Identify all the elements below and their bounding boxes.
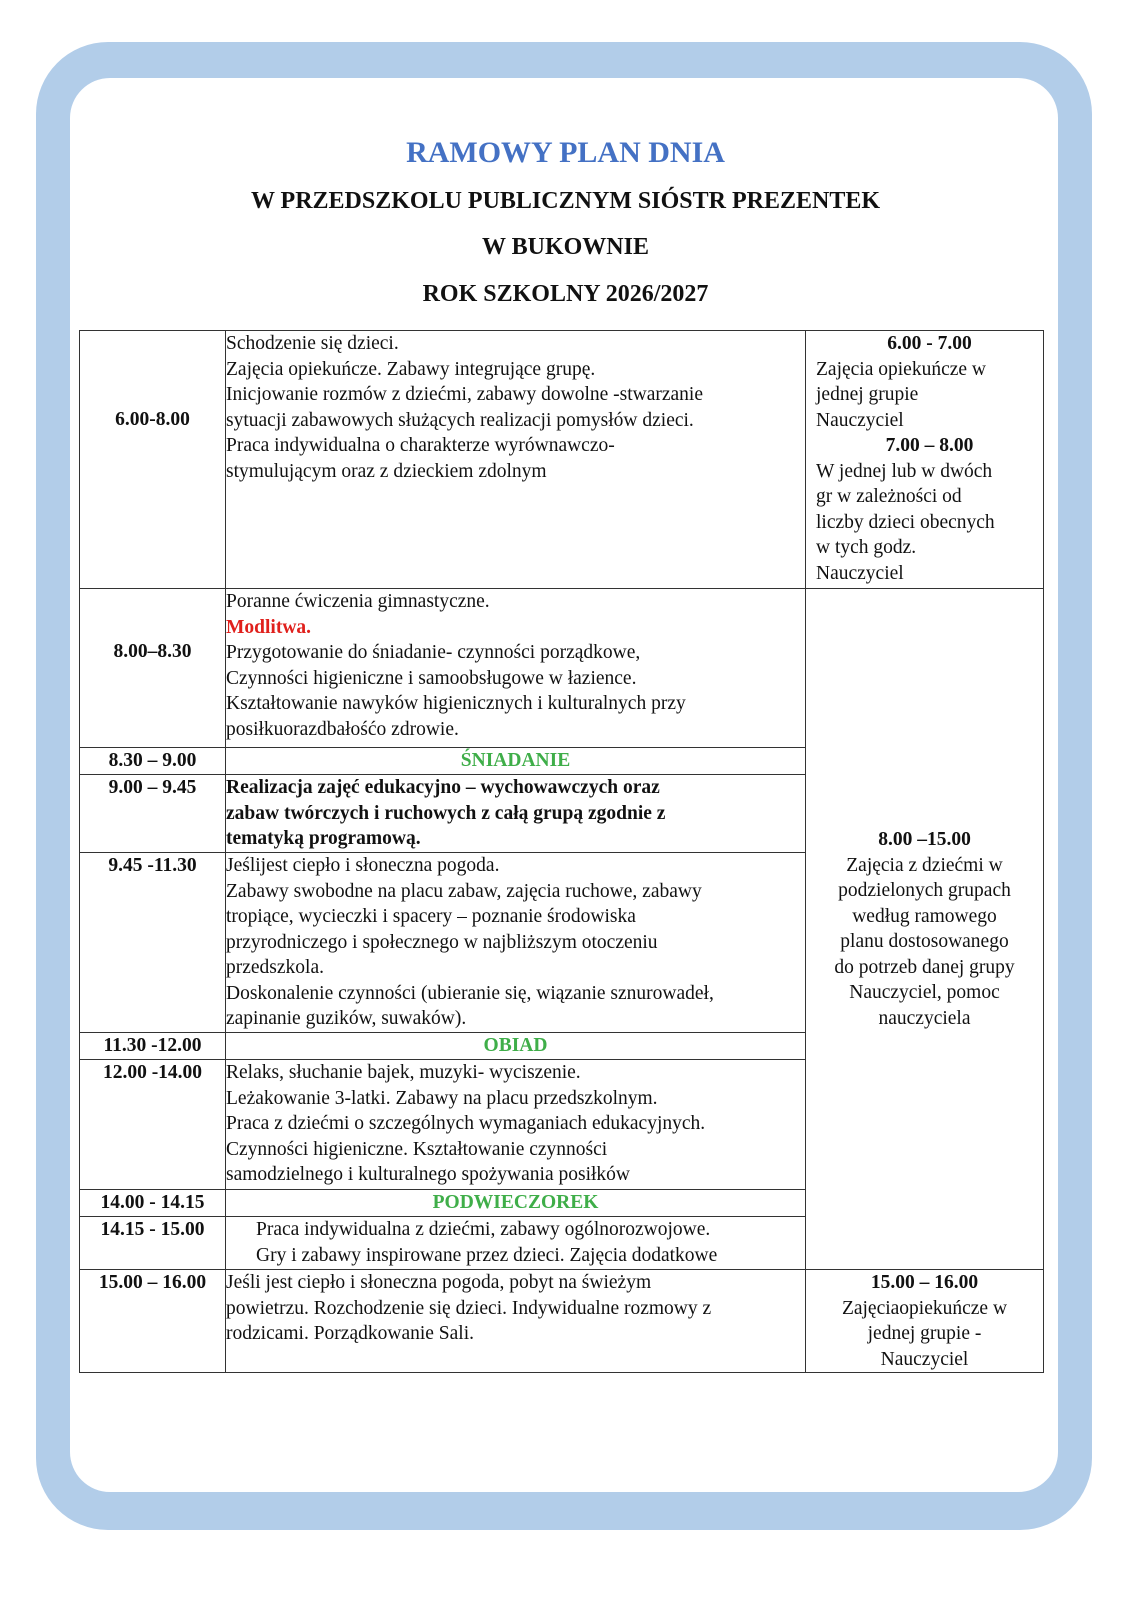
row-time: 14.00 - 14.15 — [80, 1190, 226, 1217]
staff-line: Nauczyciel — [816, 409, 904, 431]
staff-line: Nauczyciel — [816, 562, 904, 584]
row-activity — [226, 853, 806, 1033]
activity-line: przedszkola. — [226, 957, 324, 978]
row-staff-shared — [806, 589, 1044, 1270]
subtitle-town: W BUKOWNIE — [482, 234, 649, 260]
staff-line: do potrzeb danej grupy — [834, 956, 1015, 978]
row-activity — [226, 331, 806, 589]
activity-line: zabaw twórczych i ruchowych z całą grupą zgodnie z — [226, 802, 666, 824]
staff-time: 6.00 - 7.00 — [887, 333, 972, 354]
staff-line: Zajęcia opiekuńcze w — [816, 358, 986, 380]
row-activity — [226, 1060, 806, 1190]
subtitle-year: ROK SZKOLNY 2026/2027 — [422, 281, 709, 307]
activity-line: zapinanie guzików, suwaków). — [226, 1008, 467, 1029]
meal-label: OBIAD — [226, 1033, 806, 1060]
activity-line: stymulującym oraz z dzieckiem zdolnym — [226, 460, 547, 482]
staff-line: Zajęcia z dziećmi w — [846, 854, 1003, 876]
row-time: 9.00 – 9.45 — [80, 775, 226, 853]
row-staff — [806, 1270, 1044, 1373]
staff-line: Nauczyciel — [880, 1348, 969, 1370]
activity-line: tropiące, wycieczki i spacery – poznanie środowiska — [226, 906, 636, 927]
activity-line: Poranne ćwiczenia gimnastyczne. — [226, 591, 490, 612]
activity-line: Relaks, słuchanie bajek, muzyki- wyciszenie. — [226, 1062, 581, 1083]
row-time: 11.30 -12.00 — [80, 1033, 226, 1060]
staff-line: podzielonych grupach — [838, 880, 1011, 901]
row-activity — [226, 775, 806, 853]
activity-line: Zajęcia opiekuńcze. Zabawy integrujące grupę. — [226, 358, 596, 380]
staff-line: w tych godz. — [816, 537, 917, 558]
activity-line: Kształtowanie nawyków higienicznych i kulturalnych przy — [226, 693, 686, 714]
staff-line: według ramowego — [852, 905, 997, 927]
staff-line: jednej grupie - — [867, 1323, 982, 1344]
activity-line: przyrodniczego i społecznego w najbliższym otoczeniu — [226, 931, 658, 953]
staff-line: gr w zależności od — [816, 486, 962, 507]
activity-line: samodzielnego i kulturalnego spożywania posiłków — [226, 1164, 630, 1185]
schedule-row — [80, 589, 1044, 748]
activity-line: posiłkuorazdbałośćo zdrowie. — [226, 718, 459, 740]
document-title: RAMOWY PLAN DNIA — [406, 136, 725, 169]
staff-line: W jednej lub w dwóch — [816, 460, 993, 482]
activity-line: sytuacji zabawowych służących realizacji pomysłów dzieci. — [226, 409, 694, 431]
staff-time: 8.00 –15.00 — [878, 829, 971, 850]
row-time: 8.30 – 9.00 — [80, 748, 226, 775]
activity-line: Zabawy swobodne na placu zabaw, zajęcia ruchowe, zabawy — [226, 880, 702, 902]
staff-time: 7.00 – 8.00 — [885, 435, 974, 456]
staff-line: liczby dzieci obecnych — [816, 511, 995, 533]
row-time: 12.00 -14.00 — [80, 1060, 226, 1190]
activity-line: Realizacja zajęć edukacyjno – wychowawczych oraz — [226, 777, 660, 798]
activity-line: powietrzu. Rozchodzenie się dzieci. Indywidualne rozmowy z — [226, 1297, 712, 1319]
staff-line: Zajęciaopiekuńcze w — [841, 1297, 1008, 1319]
activity-line: Schodzenie się dzieci. — [226, 333, 399, 354]
row-activity — [226, 1217, 806, 1270]
activity-line: Doskonalenie czynności (ubieranie się, wiązanie sznurowadeł, — [226, 982, 714, 1004]
activity-line: Gry i zabawy inspirowane przez dzieci. Zajęcia dodatkowe — [256, 1244, 718, 1266]
activity-line: Praca indywidualna o charakterze wyrównawczo- — [226, 435, 615, 456]
activity-line: Inicjowanie rozmów z dziećmi, zabawy dowolne -stwarzanie — [226, 384, 704, 405]
row-time: 6.00-8.00 — [80, 331, 226, 589]
activity-line: Praca z dziećmi o szczególnych wymaganiach edukacyjnych. — [226, 1113, 706, 1134]
activity-line: Czynności higieniczne i samoobsługowe w łazience. — [226, 667, 637, 689]
activity-line: Praca indywidualna z dziećmi, zabawy ogólnorozwojowe. — [256, 1219, 711, 1240]
staff-line: nauczyciela — [878, 1007, 971, 1029]
activity-line: tematyką programową. — [226, 828, 421, 849]
staff-line: Nauczyciel, pomoc — [849, 982, 1000, 1003]
row-staff — [806, 331, 1044, 589]
staff-time: 15.00 – 16.00 — [870, 1272, 979, 1293]
activity-line: Jeśli jest ciepło i słoneczna pogoda, pobyt na świeżym — [226, 1272, 652, 1293]
activity-line: Leżakowanie 3-latki. Zabawy na placu przedszkolnym. — [226, 1087, 658, 1109]
prayer-label: Modlitwa. — [226, 616, 312, 638]
activity-line: rodzicami. Porządkowanie Sali. — [226, 1323, 475, 1344]
meal-label: PODWIECZOREK — [226, 1190, 806, 1217]
activity-line: Przygotowanie do śniadanie- czynności porządkowe, — [226, 642, 641, 663]
row-time: 14.15 - 15.00 — [80, 1217, 226, 1270]
schedule-table — [79, 330, 1044, 1373]
meal-label: ŚNIADANIE — [226, 748, 806, 775]
schedule-row — [80, 331, 1044, 589]
row-activity — [226, 589, 806, 748]
schedule-row — [80, 1270, 1044, 1373]
staff-line: planu dostosowanego — [840, 931, 1009, 952]
row-time: 8.00–8.30 — [80, 589, 226, 748]
row-time: 15.00 – 16.00 — [80, 1270, 226, 1373]
staff-line: jednej grupie — [816, 384, 919, 405]
row-activity — [226, 1270, 806, 1373]
activity-line: Jeślijest ciepło i słoneczna pogoda. — [226, 855, 500, 876]
row-time: 9.45 -11.30 — [80, 853, 226, 1033]
activity-line: Czynności higieniczne. Kształtowanie czynności — [226, 1138, 608, 1160]
subtitle-school: W PRZEDSZKOLU PUBLICZNYM SIÓSTR PREZENTEK — [250, 188, 880, 214]
